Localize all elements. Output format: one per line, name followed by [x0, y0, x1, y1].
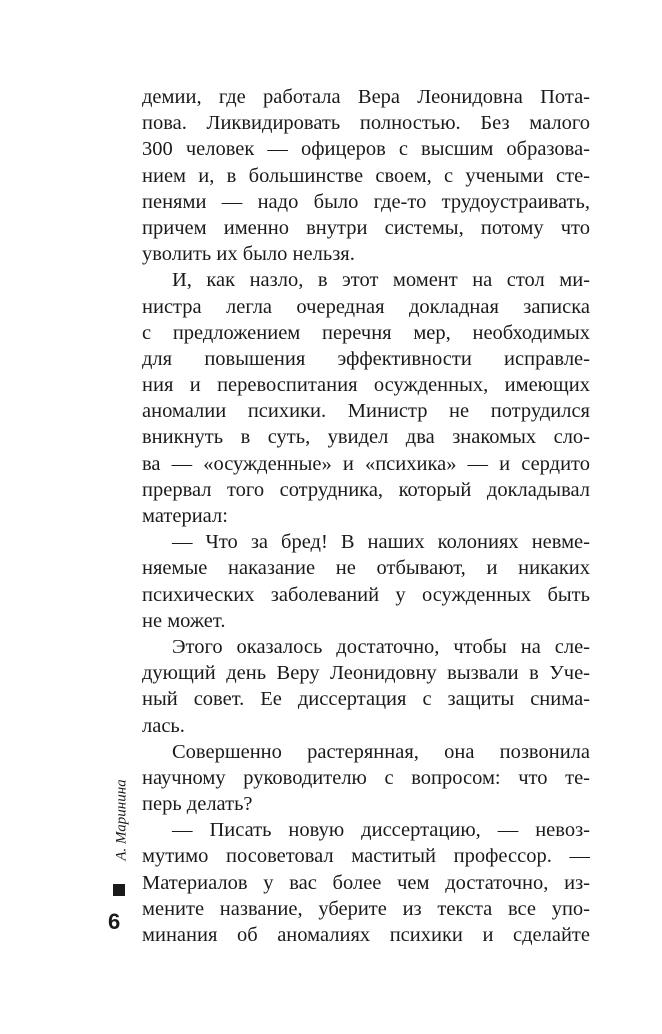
text-line: — Что за бред! В наших колониях невме- [172, 531, 590, 554]
text-line: ния и перевоспитания осужденных, имеющих [142, 374, 590, 397]
text-line: вникнуть в суть, увидел два знакомых сло- [142, 426, 590, 449]
text-line: дующий день Веру Леонидовну вызвали в Уче- [142, 662, 590, 685]
text-line: мените название, уберите из текста все упо- [142, 897, 590, 920]
text-line: с предложением перечня мер, необходимых [142, 321, 590, 344]
text-line: лась. [142, 714, 185, 737]
text-line: Совершенно растерянная, она позвонила [172, 740, 590, 763]
text-line: прервал того сотрудника, который докладывал [142, 478, 590, 501]
author-running-head [112, 760, 132, 880]
text-line: минания об аномалиях психики и сделайте [142, 924, 590, 946]
text-line: аномалии психики. Министр не потрудился [142, 400, 590, 423]
text-line: И, как назло, в этот момент на стол ми- [172, 269, 590, 292]
text-line: причем именно внутри системы, потому что [142, 216, 590, 239]
text-line: для повышения эффективности исправле- [142, 347, 590, 370]
text-line: психических заболеваний у осужденных быть [142, 583, 590, 606]
separator-square-icon [113, 884, 125, 896]
text-line: пенями — надо было где-то трудоустраивать, [142, 190, 590, 213]
text-line: Этого оказалось достаточно, чтобы на сле- [172, 635, 590, 658]
body-text [142, 84, 590, 948]
text-line: научному руководителю с вопросом: что те- [142, 766, 590, 789]
text-line: уволить их было нельзя. [142, 243, 355, 266]
text-line: пова. Ликвидировать полностью. Без малого [142, 112, 590, 135]
text-line: мутимо посоветовал маститый профессор. — [142, 845, 590, 868]
text-line: няемые наказание не отбывают, и никаких [142, 557, 590, 580]
text-line: демии, где работала Вера Леонидовна Пота- [142, 86, 590, 108]
text-line: нием и, в большинстве своем, с учеными сте- [142, 164, 590, 187]
text-line: ный совет. Ее диссертация с защиты снима- [142, 688, 590, 711]
text-line: 300 человек — офицеров с высшим образова- [142, 138, 590, 161]
text-line: ва — «осужденные» и «психика» — и сердито [142, 452, 590, 475]
text-line: перь делать? [142, 793, 253, 816]
author-name: А. Маринина [113, 779, 130, 861]
text-line: материал: [142, 505, 228, 527]
text-line: Материалов у вас более чем достаточно, из- [142, 871, 590, 894]
text-line: — Писать новую диссертацию, — невоз- [172, 819, 590, 842]
page-number: 6 [108, 909, 121, 934]
text-line: не может. [142, 609, 226, 632]
text-line: нистра легла очередная докладная записка [142, 295, 590, 318]
